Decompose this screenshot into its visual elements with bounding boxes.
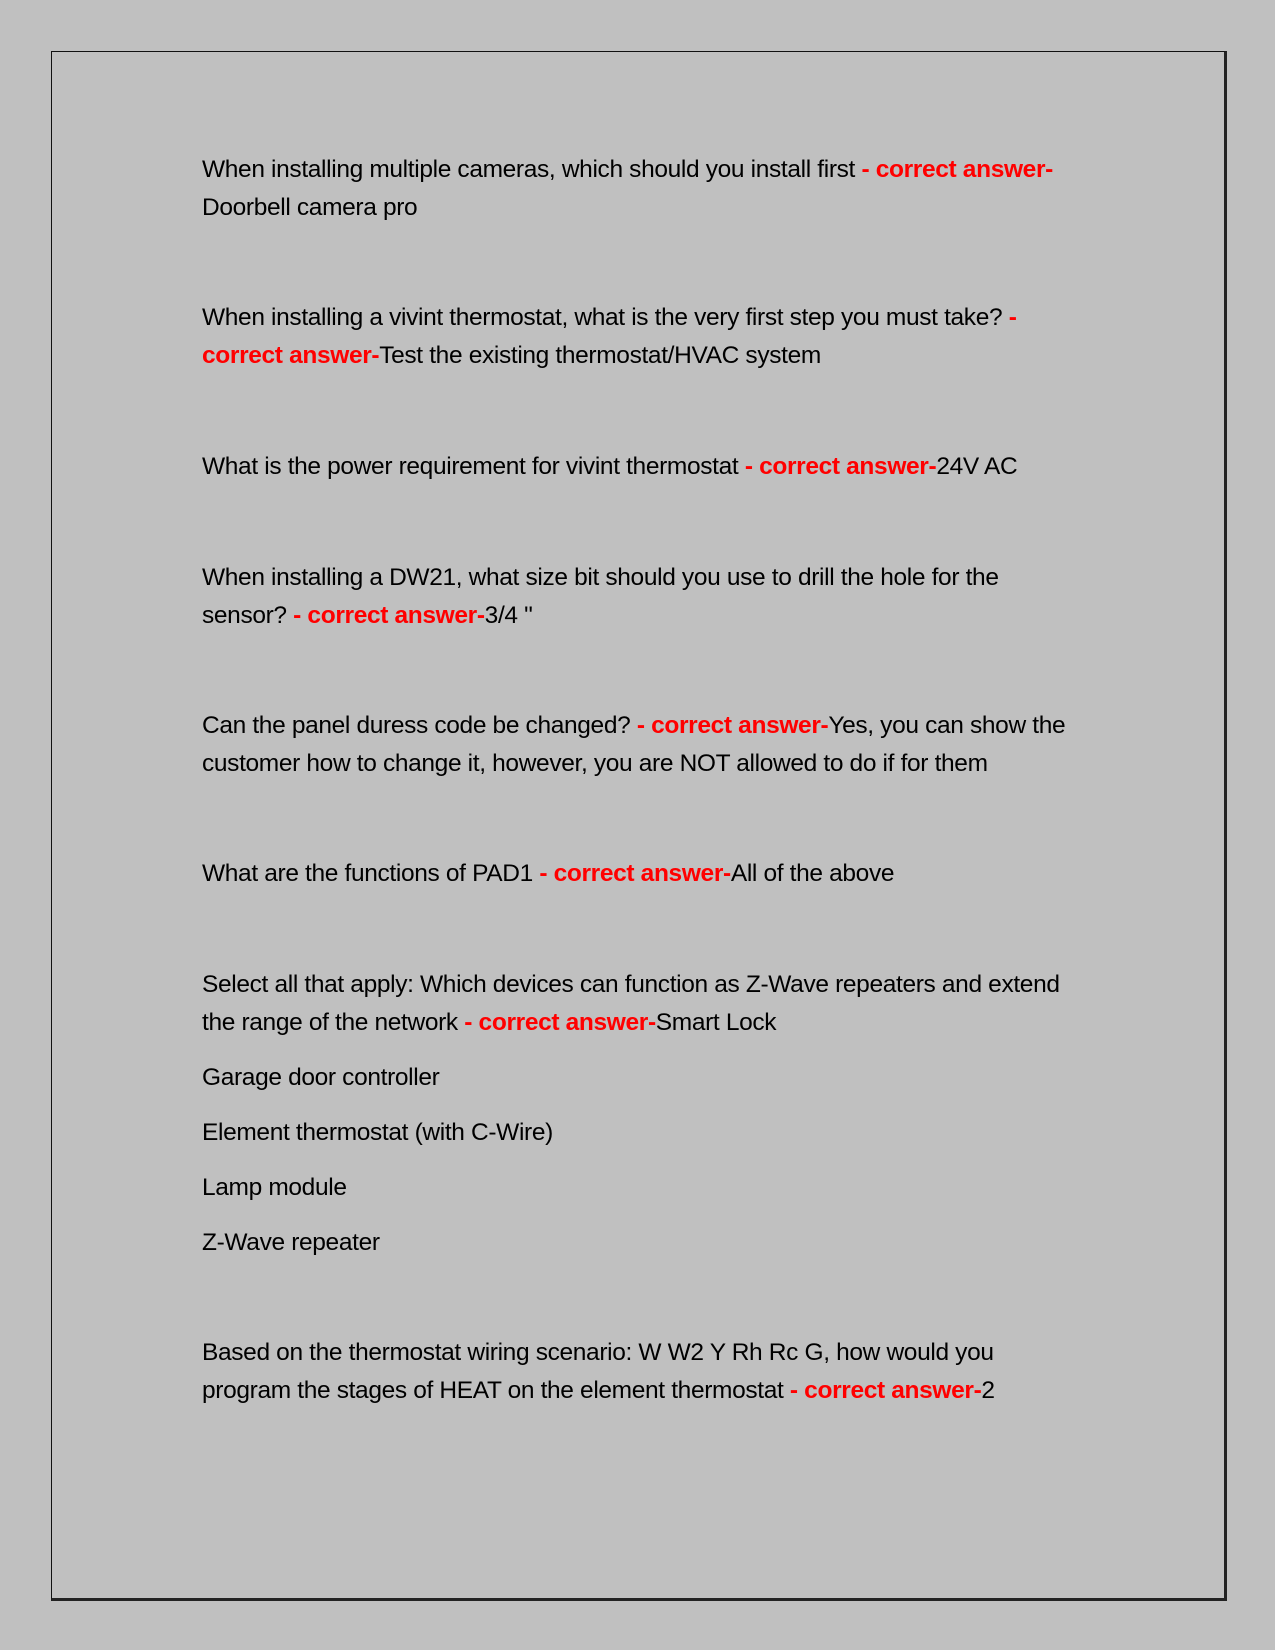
answer-list-item	[202, 1118, 553, 1148]
qa-3-line-1	[202, 452, 1017, 482]
qa-2-line-1	[202, 303, 1017, 333]
qa-8-line-1	[202, 1338, 994, 1368]
answer-text: Lamp module	[202, 1174, 347, 1201]
qa-1-line-2	[202, 193, 417, 223]
answer-text: 3/4 "	[484, 602, 533, 629]
qa-1-line-1	[202, 155, 1053, 185]
answer-text: 2	[981, 1377, 995, 1404]
qa-4-line-1	[202, 563, 999, 593]
answer-text: All of the above	[730, 860, 895, 887]
qa-8-line-2	[202, 1376, 995, 1406]
qa-5-line-2	[202, 749, 988, 779]
answer-text: Test the existing thermostat/HVAC system	[379, 342, 821, 369]
question-text: Can the panel duress code be changed?	[202, 712, 637, 739]
correct-answer-marker: - correct answer-	[744, 453, 937, 480]
answer-text: Smart Lock	[655, 1009, 777, 1036]
qa-5-line-1	[202, 711, 1065, 741]
correct-answer-marker: - correct answer-	[539, 860, 731, 887]
correct-answer-marker: - correct answer-	[861, 156, 1053, 183]
qa-6-line-1	[202, 859, 894, 889]
answer-text: Doorbell camera pro	[202, 194, 418, 221]
correct-answer-marker: - correct answer-	[464, 1009, 656, 1036]
answer-text: Z-Wave repeater	[202, 1229, 380, 1256]
correct-answer-marker: - correct answer-	[789, 1377, 982, 1404]
qa-2-line-2	[202, 341, 821, 371]
question-text: When installing multiple cameras, which should you install first	[202, 156, 862, 183]
question-text: sensor?	[202, 602, 294, 629]
correct-answer-marker: correct answer-	[202, 342, 380, 369]
qa-7-line-1	[202, 970, 1060, 1000]
qa-7-line-2	[202, 1008, 776, 1038]
question-text: program the stages of HEAT on the element thermostat	[202, 1377, 790, 1404]
answer-text: 24V AC	[936, 453, 1018, 480]
answer-text: Yes, you can show the	[828, 712, 1066, 739]
correct-answer-marker: - correct answer-	[636, 712, 829, 739]
question-text: When installing a DW21, what size bit should you use to drill the hole for the	[202, 564, 999, 591]
answer-text: customer how to change it, however, you are NOT allowed to do if for them	[202, 750, 988, 777]
question-text: Select all that apply: Which devices can function as Z-Wave repeaters and extend	[202, 971, 1060, 998]
answer-list-item	[202, 1173, 347, 1203]
answer-list-item	[202, 1228, 380, 1258]
question-text: Based on the thermostat wiring scenario: W W2 Y Rh Rc G, how would you	[202, 1339, 994, 1366]
question-text: What are the functions of PAD1	[202, 860, 540, 887]
question-text: the range of the network	[202, 1009, 465, 1036]
question-text: When installing a vivint thermostat, what is the very first step you must take?	[202, 304, 1009, 331]
document-page	[51, 51, 1227, 1601]
correct-answer-marker: -	[1008, 304, 1017, 331]
answer-text: Garage door controller	[202, 1064, 440, 1091]
qa-4-line-2	[202, 601, 532, 631]
correct-answer-marker: - correct answer-	[293, 602, 485, 629]
question-text: What is the power requirement for vivint thermostat	[202, 453, 745, 480]
answer-text: Element thermostat (with C-Wire)	[202, 1119, 553, 1146]
answer-list-item	[202, 1063, 439, 1093]
